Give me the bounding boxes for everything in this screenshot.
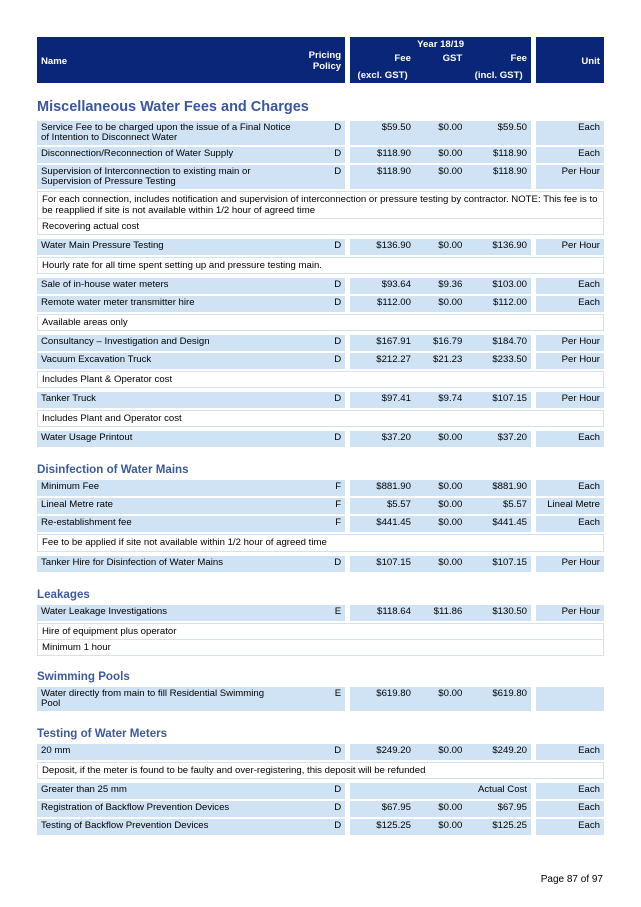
row-gst: $0.00 [415, 687, 466, 713]
row-unit: Each [536, 801, 604, 819]
row-note: Fee to be applied if site not available within 1/2 hour of agreed time [37, 534, 604, 551]
row-fee-incl: $118.90 [466, 165, 531, 191]
row-gst: $11.86 [415, 605, 466, 623]
section-title: Disinfection of Water Mains [37, 449, 604, 480]
row-fee: $93.64 [350, 278, 415, 296]
row-fee-incl: $619.80 [466, 687, 531, 713]
table-row [37, 353, 604, 371]
row-fee: $125.25 [350, 819, 415, 837]
table-row [37, 239, 604, 257]
row-policy: D [304, 556, 345, 574]
row-policy: D [304, 819, 345, 837]
row-note: Available areas only [37, 314, 604, 331]
row-unit: Per Hour [536, 165, 604, 191]
row-fee: $441.45 [350, 516, 415, 534]
row-policy: D [304, 801, 345, 819]
row-name: Remote water meter transmitter hire [37, 296, 304, 314]
row-gst: $16.79 [415, 335, 466, 353]
row-policy: D [304, 431, 345, 449]
row-unit: Per Hour [536, 335, 604, 353]
row-fee-incl: $249.20 [466, 744, 531, 762]
row-policy: D [304, 165, 345, 191]
row-unit: Per Hour [536, 353, 604, 371]
row-unit: Each [536, 278, 604, 296]
row-gst: $0.00 [415, 147, 466, 165]
row-policy: E [304, 687, 345, 713]
header-gst: GST [415, 53, 466, 67]
row-policy: D [304, 147, 345, 165]
row-gst: $0.00 [415, 296, 466, 314]
row-policy: F [304, 498, 345, 516]
row-fee-incl: $5.57 [466, 498, 531, 516]
table-row [37, 744, 604, 762]
row-gst: $0.00 [415, 498, 466, 516]
table-row [37, 392, 604, 410]
header-unit: Unit [536, 37, 604, 83]
row-unit: Per Hour [536, 605, 604, 623]
row-gst: $0.00 [415, 819, 466, 837]
row-fee: $118.90 [350, 147, 415, 165]
section-title: Testing of Water Meters [37, 713, 604, 744]
row-name: Tanker Truck [37, 392, 304, 410]
row-fee-incl: Actual Cost [466, 783, 531, 801]
row-fee-incl: $112.00 [466, 296, 531, 314]
row-fee-incl: $37.20 [466, 431, 531, 449]
row-name: Water Leakage Investigations [37, 605, 304, 623]
row-name: Sale of in-house water meters [37, 278, 304, 296]
table-row [37, 605, 604, 623]
row-fee: $97.41 [350, 392, 415, 410]
table-row [37, 165, 604, 191]
row-note: Hourly rate for all time spent setting up and pressure testing main. [37, 257, 604, 274]
row-fee-incl: $67.95 [466, 801, 531, 819]
table-row [37, 801, 604, 819]
table-row [37, 335, 604, 353]
table-row [37, 431, 604, 449]
row-gst: $21.23 [415, 353, 466, 371]
row-name: Re-establishment fee [37, 516, 304, 534]
row-gst: $0.00 [415, 556, 466, 574]
row-fee: $59.50 [350, 121, 415, 147]
table-row [37, 687, 604, 713]
section-title: Leakages [37, 574, 604, 605]
row-fee: $67.95 [350, 801, 415, 819]
row-unit: Each [536, 121, 604, 147]
row-note: For each connection, includes notification and supervision of interconnection or pressure testing by contractor. NOTE: This fee is to be reapplied if site is not available within 1/2 hour of agreed time [37, 191, 604, 219]
row-fee-incl: $233.50 [466, 353, 531, 371]
row-policy: D [304, 278, 345, 296]
row-name: Lineal Metre rate [37, 498, 304, 516]
row-policy: D [304, 335, 345, 353]
header-name: Name [37, 37, 304, 83]
header-pricing-policy: Pricing Policy [304, 37, 345, 83]
row-fee-incl: $184.70 [466, 335, 531, 353]
table-row [37, 819, 604, 837]
row-name: Supervision of Interconnection to existing main or Supervision of Pressure Testing [37, 165, 304, 191]
table-row [37, 516, 604, 534]
row-name: Testing of Backflow Prevention Devices [37, 819, 304, 837]
row-fee [350, 783, 415, 801]
row-fee: $249.20 [350, 744, 415, 762]
row-name: Consultancy – Investigation and Design [37, 335, 304, 353]
row-note: Hire of equipment plus operator [37, 623, 604, 640]
row-policy: D [304, 353, 345, 371]
row-unit: Each [536, 480, 604, 498]
row-name: Disconnection/Reconnection of Water Supply [37, 147, 304, 165]
row-fee-incl: $59.50 [466, 121, 531, 147]
row-policy: D [304, 239, 345, 257]
row-fee: $37.20 [350, 431, 415, 449]
header-fee-sub: (excl. GST) [350, 67, 415, 83]
row-gst: $0.00 [415, 744, 466, 762]
row-fee-incl: $103.00 [466, 278, 531, 296]
table-row [37, 498, 604, 516]
row-fee: $107.15 [350, 556, 415, 574]
row-gst: $0.00 [415, 431, 466, 449]
row-policy: F [304, 516, 345, 534]
fee-schedule-page [37, 37, 604, 837]
table-row [37, 556, 604, 574]
row-name: Minimum Fee [37, 480, 304, 498]
header-fee-incl-sub: (incl. GST) [466, 67, 531, 83]
header-year: Year 18/19 [350, 37, 531, 53]
row-fee: $5.57 [350, 498, 415, 516]
row-unit: Per Hour [536, 392, 604, 410]
row-fee: $212.27 [350, 353, 415, 371]
row-policy: D [304, 392, 345, 410]
row-unit: Per Hour [536, 556, 604, 574]
row-unit: Each [536, 431, 604, 449]
row-fee-incl: $136.90 [466, 239, 531, 257]
row-fee: $136.90 [350, 239, 415, 257]
row-fee: $118.90 [350, 165, 415, 191]
table-row [37, 121, 604, 147]
row-unit: Lineal Metre [536, 498, 604, 516]
row-name: Water directly from main to fill Residential Swimming Pool [37, 687, 304, 713]
row-gst: $0.00 [415, 165, 466, 191]
row-gst: $0.00 [415, 516, 466, 534]
page-number: Page 87 of 97 [540, 874, 603, 885]
row-fee: $619.80 [350, 687, 415, 713]
row-unit: Each [536, 147, 604, 165]
row-note: Minimum 1 hour [37, 640, 604, 656]
row-unit: Each [536, 296, 604, 314]
fees-table [37, 37, 604, 837]
row-fee-incl: $107.15 [466, 556, 531, 574]
header-fee-incl: Fee [466, 53, 531, 67]
row-unit: Each [536, 819, 604, 837]
row-note: Includes Plant & Operator cost [37, 371, 604, 388]
row-fee-incl: $441.45 [466, 516, 531, 534]
row-gst: $0.00 [415, 121, 466, 147]
table-row [37, 296, 604, 314]
row-unit: Per Hour [536, 239, 604, 257]
row-policy: E [304, 605, 345, 623]
row-gst: $0.00 [415, 239, 466, 257]
table-row [37, 278, 604, 296]
row-gst [415, 783, 466, 801]
table-row [37, 783, 604, 801]
table-header [37, 37, 604, 83]
section-title: Miscellaneous Water Fees and Charges [37, 83, 604, 121]
row-name: Vacuum Excavation Truck [37, 353, 304, 371]
row-unit: Each [536, 744, 604, 762]
row-gst: $9.36 [415, 278, 466, 296]
row-name: Water Usage Printout [37, 431, 304, 449]
table-row [37, 147, 604, 165]
row-name: 20 mm [37, 744, 304, 762]
row-fee-incl: $118.90 [466, 147, 531, 165]
row-unit [536, 687, 604, 713]
row-note: Includes Plant and Operator cost [37, 410, 604, 427]
row-fee: $118.64 [350, 605, 415, 623]
row-unit: Each [536, 516, 604, 534]
row-fee-incl: $125.25 [466, 819, 531, 837]
row-unit: Each [536, 783, 604, 801]
row-fee-incl: $130.50 [466, 605, 531, 623]
row-policy: D [304, 783, 345, 801]
row-fee-incl: $107.15 [466, 392, 531, 410]
row-policy: F [304, 480, 345, 498]
row-policy: D [304, 121, 345, 147]
row-name: Water Main Pressure Testing [37, 239, 304, 257]
row-note: Deposit, if the meter is found to be faulty and over-registering, this deposit will be refunded [37, 762, 604, 779]
table-row [37, 480, 604, 498]
row-fee: $167.91 [350, 335, 415, 353]
row-gst: $0.00 [415, 480, 466, 498]
row-name: Greater than 25 mm [37, 783, 304, 801]
row-fee: $881.90 [350, 480, 415, 498]
row-gst: $9.74 [415, 392, 466, 410]
header-fee: Fee [350, 53, 415, 67]
section-title: Swimming Pools [37, 656, 604, 687]
row-name: Tanker Hire for Disinfection of Water Mains [37, 556, 304, 574]
row-policy: D [304, 296, 345, 314]
row-gst: $0.00 [415, 801, 466, 819]
row-fee: $112.00 [350, 296, 415, 314]
row-policy: D [304, 744, 345, 762]
row-name: Service Fee to be charged upon the issue of a Final Notice of Intention to Disconnect Water [37, 121, 304, 147]
row-note: Recovering actual cost [37, 219, 604, 235]
row-name: Registration of Backflow Prevention Devices [37, 801, 304, 819]
row-fee-incl: $881.90 [466, 480, 531, 498]
